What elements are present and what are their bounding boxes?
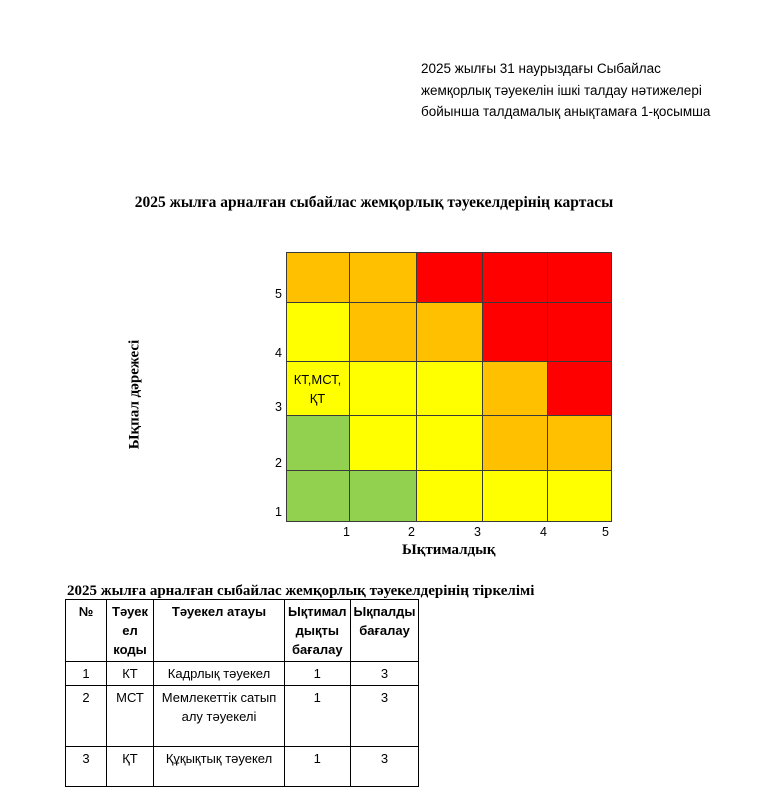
heatmap-cell	[548, 252, 612, 303]
table-cell: Мемлекеттік сатып алу тәуекелі	[154, 686, 285, 747]
heatmap-cell	[286, 416, 350, 471]
table-cell: 1	[285, 686, 351, 747]
heatmap-cell	[483, 416, 548, 471]
heatmap-cell	[350, 303, 417, 362]
y-axis-label: Ықпал дәрежесі	[126, 339, 143, 450]
heatmap-cell	[350, 252, 417, 303]
table-cell: 1	[285, 747, 351, 787]
heatmap-cell	[286, 471, 350, 522]
col-code-header: Тәуек ел коды	[107, 600, 154, 662]
table-cell: 1	[66, 662, 107, 686]
heatmap-cell	[417, 362, 483, 416]
y-tick-label: 1	[275, 505, 282, 519]
risk-map-title: 2025 жылға арналған сыбайлас жемқорлық тәуекелдерінің картасы	[134, 194, 614, 211]
y-tick-label: 5	[275, 287, 282, 301]
y-tick-label: 4	[275, 346, 282, 360]
heatmap-cell	[286, 303, 350, 362]
col-name-header: Тәуекел атауы	[154, 600, 285, 662]
heatmap-cell	[483, 252, 548, 303]
heatmap-cell	[548, 416, 612, 471]
heatmap-cell	[548, 362, 612, 416]
risk-heatmap	[286, 252, 612, 522]
table-cell: 3	[350, 662, 419, 686]
y-tick-label: 3	[275, 400, 282, 414]
heatmap-cell	[548, 471, 612, 522]
x-tick-label: 3	[474, 525, 481, 539]
heatmap-cell	[483, 471, 548, 522]
table-cell: 3	[350, 747, 419, 787]
heatmap-cell	[417, 471, 483, 522]
heatmap-cell	[483, 303, 548, 362]
table-cell: МСТ	[107, 686, 154, 747]
heatmap-cell	[350, 362, 417, 416]
col-likelihood-header: Ықтимал дықты бағалау	[285, 600, 351, 662]
col-number-header: №	[66, 600, 107, 662]
table-cell: 1	[285, 662, 351, 686]
table-row	[66, 686, 419, 747]
x-tick-label: 2	[408, 525, 415, 539]
table-cell: 2	[66, 686, 107, 747]
table-cell: Құқықтық тәуекел	[154, 747, 285, 787]
heatmap-cell	[548, 303, 612, 362]
heatmap-cell	[417, 416, 483, 471]
table-cell: 3	[66, 747, 107, 787]
x-tick-label: 5	[602, 525, 609, 539]
col-impact-header: Ықпалды бағалау	[350, 600, 419, 662]
table-row	[66, 662, 419, 686]
heatmap-cell	[483, 362, 548, 416]
table-cell: 3	[350, 686, 419, 747]
x-axis-label: Ықтималдық	[402, 542, 496, 558]
table-header-row	[66, 600, 419, 662]
x-tick-label: 4	[540, 525, 547, 539]
heatmap-cell	[286, 362, 350, 416]
x-tick-label: 1	[343, 525, 350, 539]
table-cell: Кадрлық тәуекел	[154, 662, 285, 686]
y-tick-label: 2	[275, 456, 282, 470]
heatmap-cell	[286, 252, 350, 303]
table-cell: ҚТ	[107, 747, 154, 787]
heatmap-cell	[417, 303, 483, 362]
cell-annotation: КТ,МСТ, ҚТ	[293, 371, 342, 406]
table-cell: КТ	[107, 662, 154, 686]
risk-register-title: 2025 жылға арналған сыбайлас жемқорлық тәуекелдерінің тіркелімі	[67, 583, 535, 599]
risk-register-table	[65, 599, 419, 787]
appendix-note: 2025 жылғы 31 наурыздағы Сыбайлас жемқорлық тәуекелін ішкі талдау нәтижелері бойынша талдамалық анықтамаға 1-қосымша	[421, 61, 711, 119]
heatmap-cell	[350, 471, 417, 522]
table-row	[66, 747, 419, 787]
heatmap-cell	[350, 416, 417, 471]
heatmap-cell	[417, 252, 483, 303]
